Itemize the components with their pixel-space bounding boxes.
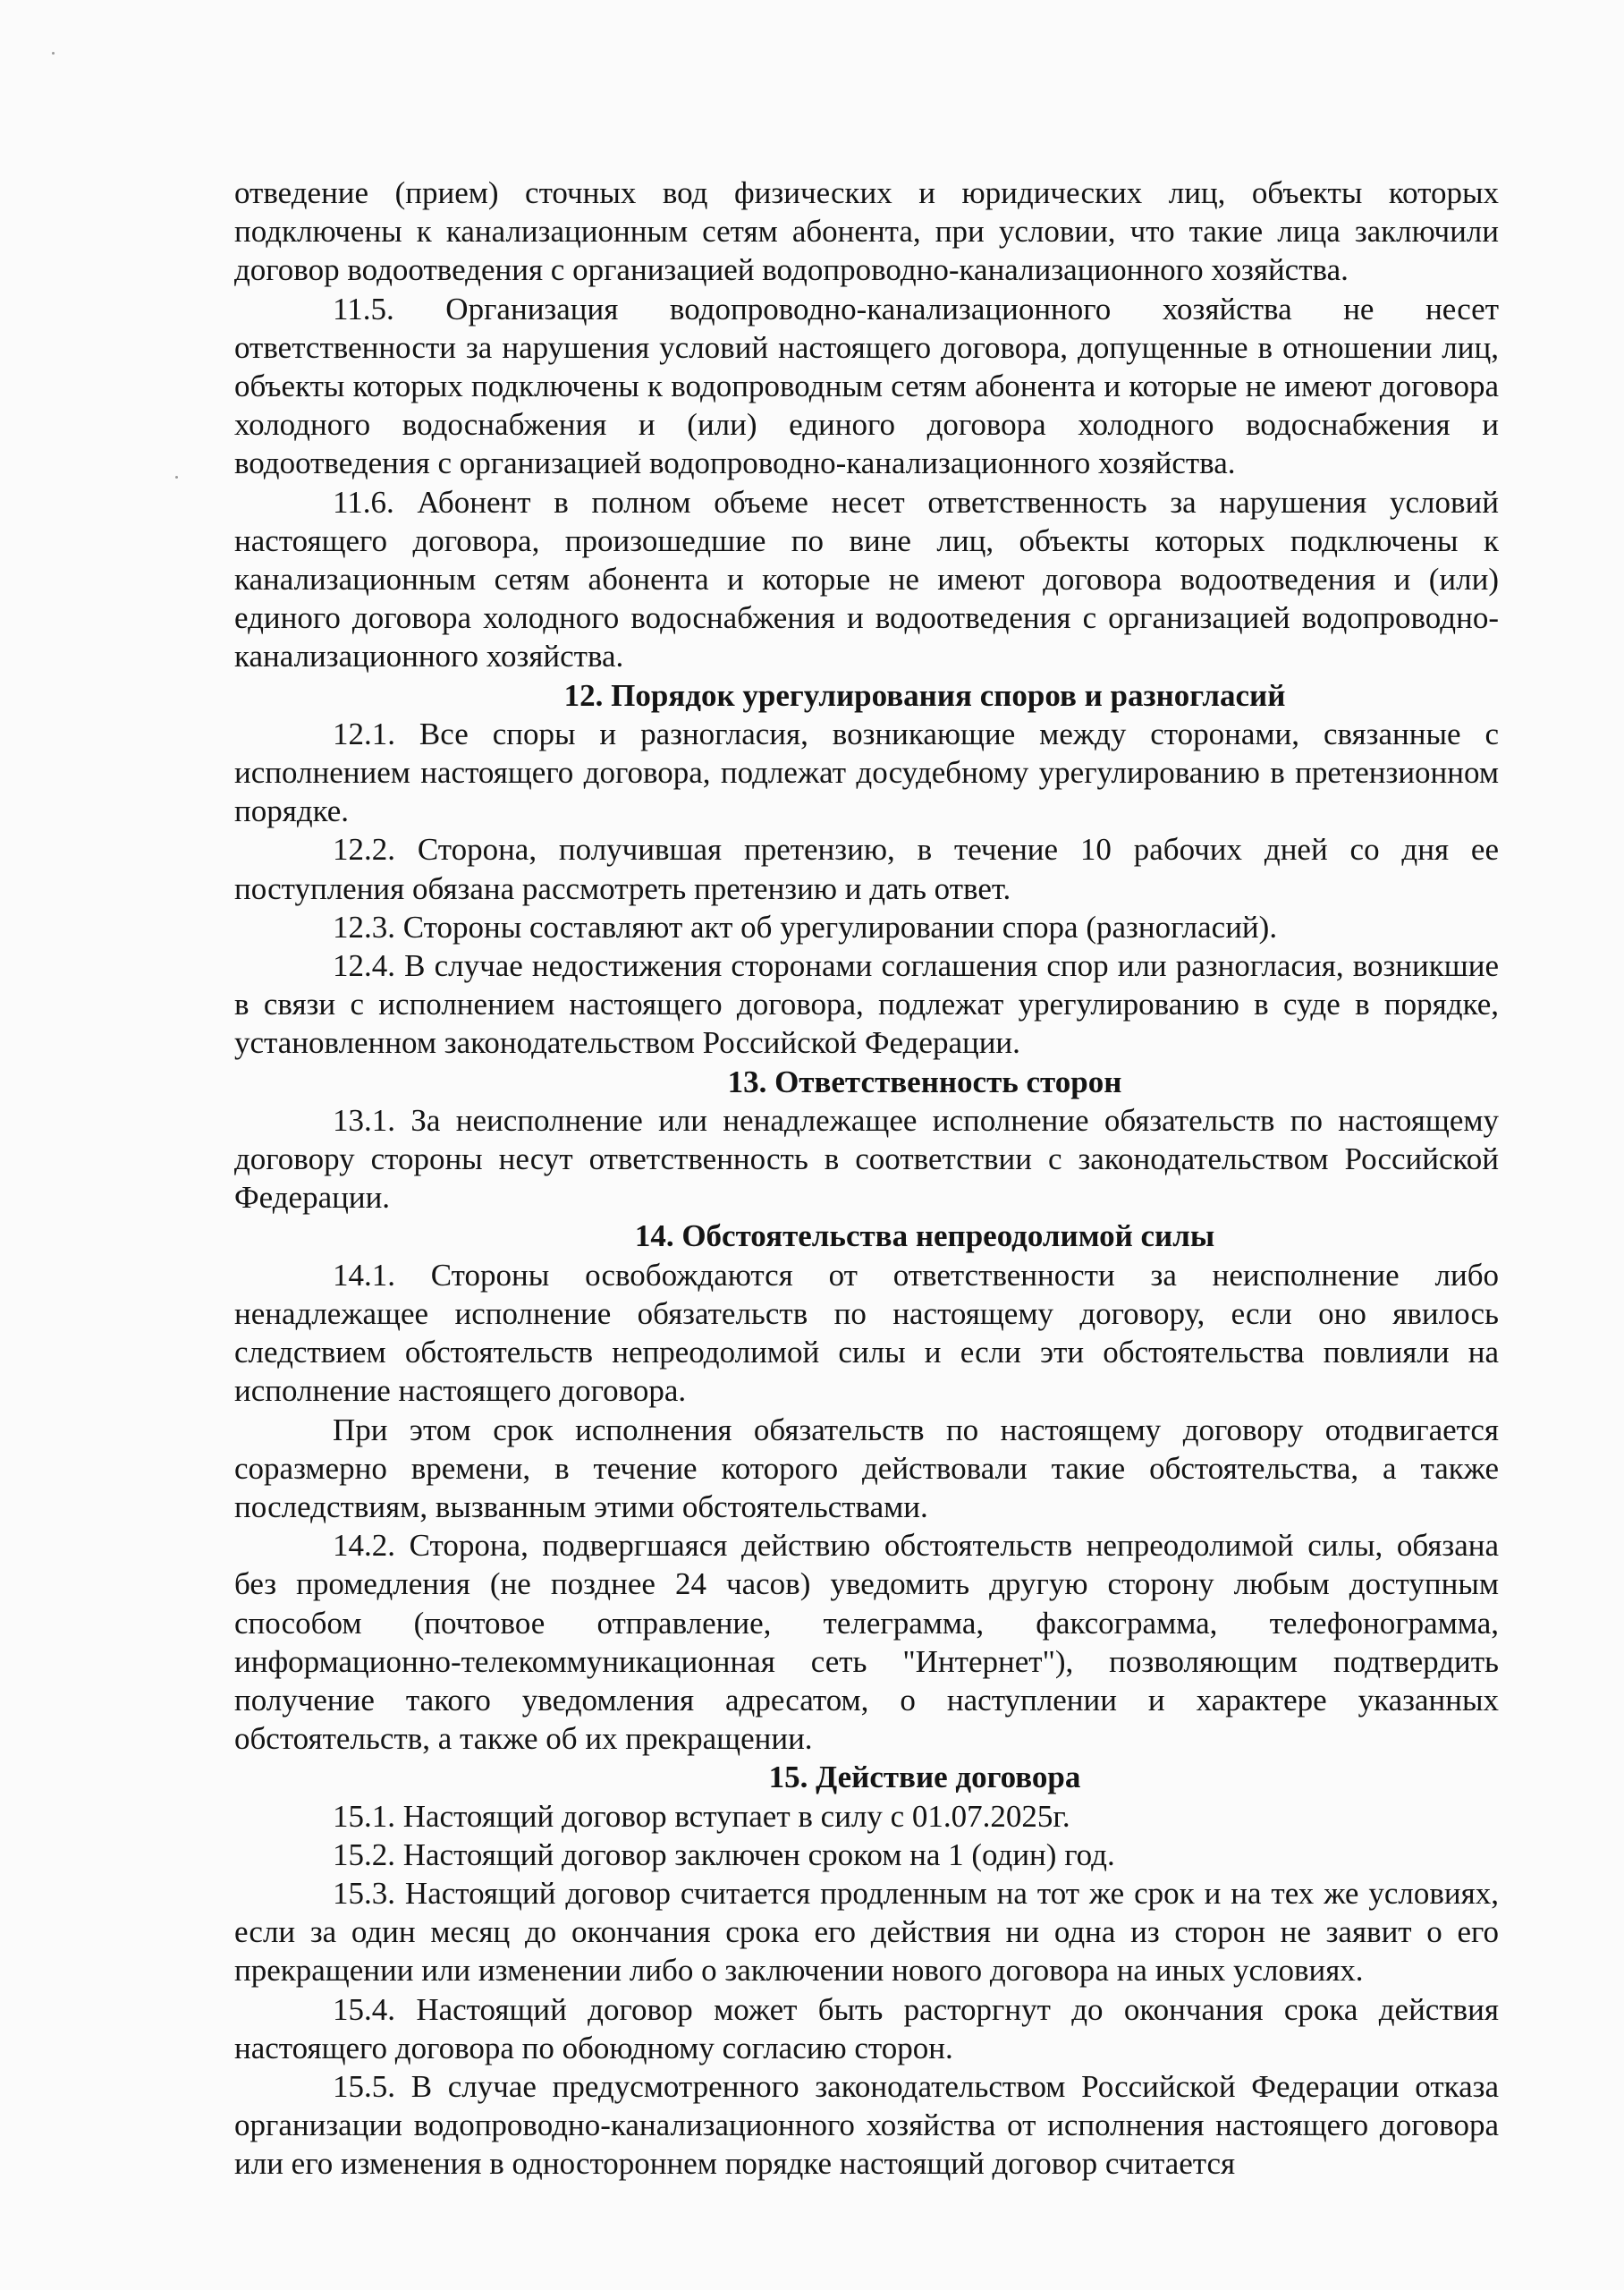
section-heading-15: 15. Действие договора [768, 1760, 1081, 1795]
paragraph-continuation: отведение (прием) сточных вод физических и юридических лиц, объекты которых подключены к канализационным сетям абонента, при условии, что такие лица заключили договор водоотведения с организацией водопроводно-канализационного хозяйства. [234, 175, 1499, 288]
paragraph-12-1: 12.1. Все споры и разногласия, возникающие между сторонами, связанные с исполнением настоящего договора, подлежат досудебному урегулированию в претензионном порядке. [234, 716, 1499, 829]
section-heading-12: 12. Порядок урегулирования споров и разногласий [563, 677, 1286, 713]
paragraph-13-1: 13.1. За неисполнение или ненадлежащее исполнение обязательств по настоящему договору стороны несут ответственность в соответствии с законодательством Российской Федерации. [234, 1102, 1499, 1216]
section-heading-13: 13. Ответственность сторон [727, 1064, 1122, 1099]
paragraph-12-4: 12.4. В случае недостижения сторонами соглашения спор или разногласия, возникшие в связи с исполнением настоящего договора, подлежат урегулированию в суде в порядке, установленном законодательством Российской Федерации. [234, 948, 1499, 1061]
section-heading-14: 14. Обстоятельства непреодолимой силы [634, 1218, 1215, 1254]
scan-speck [175, 476, 178, 479]
paragraph-11-6: 11.6. Абонент в полном объеме несет ответственность за нарушения условий настоящего договора, произошедшие по вине лиц, объекты которых подключены к канализационным сетям абонента и которые не имеют договора водоотведения и (или) единого договора холодного водоснабжения и водоотведения с организацией водопроводно-канализационного хозяйства. [234, 484, 1499, 674]
paragraph-12-2: 12.2. Сторона, получившая претензию, в течение 10 рабочих дней со дня ее поступления обязана рассмотреть претензию и дать ответ. [234, 832, 1499, 906]
paragraph-15-4: 15.4. Настоящий договор может быть расторгнут до окончания срока действия настоящего договора по обоюдному согласию сторон. [234, 1991, 1499, 2065]
document-body [234, 174, 1499, 2184]
paragraph-14-2: 14.2. Сторона, подвергшаяся действию обстоятельств непреодолимой силы, обязана без промедления (не позднее 24 часов) уведомить другую сторону любым доступным способом (почтовое отправление, телеграмма, факсограмма, телефонограмма, информационно-телекоммуникационная сеть "Интернет"), позволяющим подтвердить получение такого уведомления адресатом, о наступлении и характере указанных обстоятельств, а также об их прекращении. [234, 1528, 1499, 1757]
paragraph-15-2: 15.2. Настоящий договор заключен сроком на 1 (один) год. [333, 1836, 1115, 1872]
paragraph-14-1: 14.1. Стороны освобождаются от ответственности за неисполнение либо ненадлежащее исполнение обязательств по настоящему договору, если оно явилось следствием обстоятельств непреодолимой силы и если эти обстоятельства повлияли на исполнение настоящего договора. [234, 1257, 1499, 1409]
paragraph-15-1: 15.1. Настоящий договор вступает в силу с 01.07.2025г. [333, 1798, 1070, 1834]
scan-speck [52, 52, 55, 55]
paragraph-14-1-continued: При этом срок исполнения обязательств по настоящему договору отодвигается соразмерно времени, в течение которого действовали такие обстоятельства, а также последствиям, вызванным этими обстоятельствами. [234, 1412, 1499, 1524]
paragraph-12-3: 12.3. Стороны составляют акт об урегулировании спора (разногласий). [333, 909, 1278, 945]
paragraph-15-3: 15.3. Настоящий договор считается продленным на тот же срок и на тех же условиях, если за один месяц до окончания срока его действия ни одна из сторон не заявит о его прекращении или изменении либо о заключении нового договора на иных условиях. [234, 1875, 1499, 1989]
paragraph-15-5: 15.5. В случае предусмотренного законодательством Российской Федерации отказа организации водопроводно-канализационного хозяйства от исполнения настоящего договора или его изменения в одностороннем порядке настоящий договор считается [234, 2068, 1499, 2182]
paragraph-11-5: 11.5. Организация водопроводно-канализационного хозяйства не несет ответственности за нарушения условий настоящего договора, допущенные в отношении лиц, объекты которых подключены к водопроводным сетям абонента и которые не имеют договора холодного водоснабжения и (или) единого договора холодного водоснабжения и водоотведения с организацией водопроводно-канализационного хозяйства. [234, 291, 1499, 481]
